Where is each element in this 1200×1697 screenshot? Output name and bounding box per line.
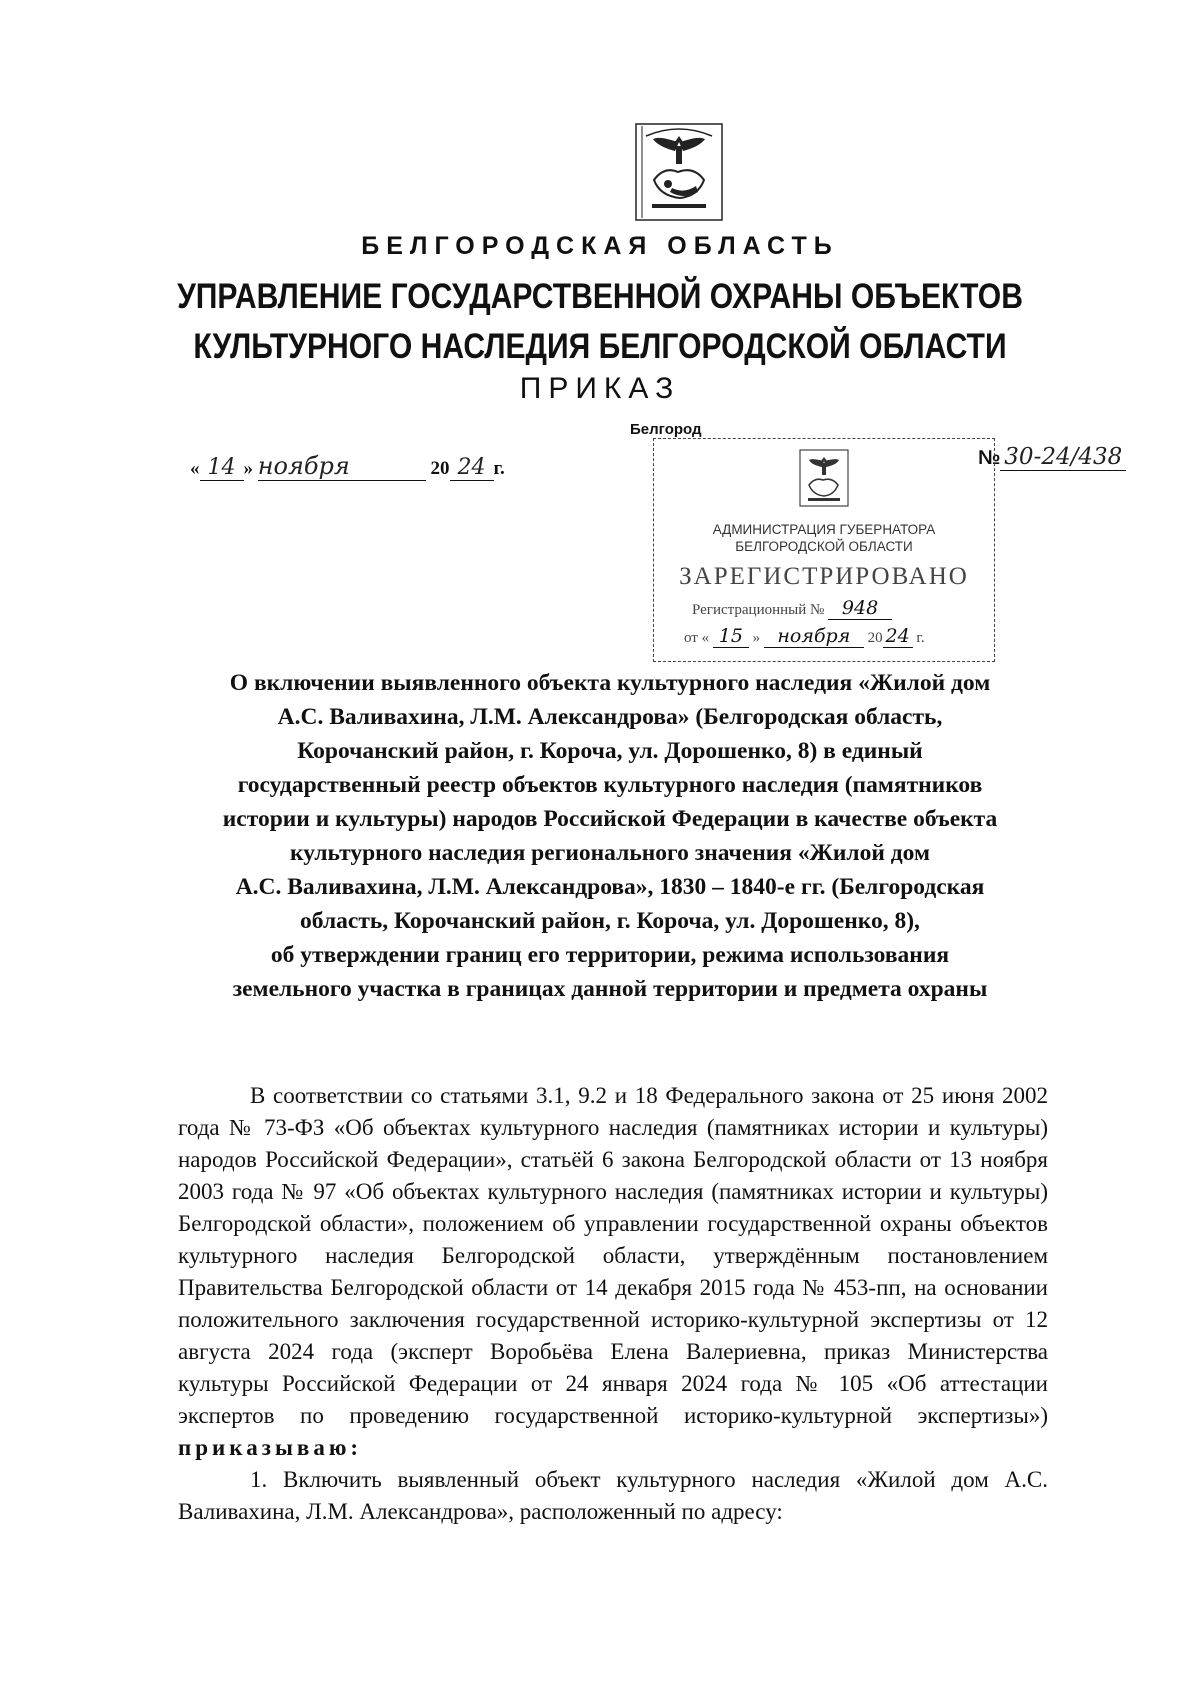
preamble-text: В соответствии со статьями 3.1, 9.2 и 18 Федерального закона от 25 июня 2002 года № 73-ФЗ «Об объектах культурного наследия (памятниках истории и культуры) народов Российской Федерации», статьёй 6 закона Белгородской области от 13 ноября 2003 года № 97 «Об объектах культурного наследия (памятниках истории и культуры) Белгородской области», положением об управлении государственной охраны объектов культурного наследия Белгородской области, утверждённым постановлением Правительства Белгородской области от 14 декабря 2015 года № 453-пп, на основании положительного заключения государственной историко-культурной экспертизы от 12 августа 2024 года (эксперт Воробьёва Елена Валериевна, приказ Министерства культуры Российской Федерации от 24 января 2024 года № 105 «Об аттестации экспертов по проведению государственной историко-культурной экспертизы») — [178, 1083, 1048, 1428]
date-month: ноября — [258, 452, 426, 481]
title-line: истории и культуры) народов Российской Федерации в качестве объекта — [222, 806, 998, 832]
stamp-reg-label: Регистрационный № — [692, 602, 825, 618]
stamp-date-month: ноября — [764, 625, 864, 648]
registration-stamp — [653, 438, 995, 662]
title-line: земельного участка в границах данной территории и предмета охраны — [232, 976, 988, 1002]
stamp-date-year-mark: г. — [916, 630, 925, 646]
title-line: об утверждении границ его территории, режима использования — [270, 942, 950, 968]
stamp-registered-label: ЗАРЕГИСТРИРОВАНО — [679, 563, 969, 590]
stamp-date-day: 15 — [713, 625, 749, 648]
stamp-date-year-suffix: 24 — [883, 625, 913, 648]
stamp-registration-number — [692, 597, 892, 620]
title-line: область, Корочанский район, г. Короча, ул. Дорошенко, 8), — [300, 908, 920, 934]
date-day: 14 — [200, 455, 244, 481]
stamp-coat-of-arms-icon — [799, 449, 849, 507]
number-label: № — [978, 447, 1001, 469]
region-name: БЕЛГОРОДСКАЯ ОБЛАСТЬ — [361, 232, 839, 260]
date-open-quote: « — [190, 458, 200, 479]
orders-word: приказываю: — [178, 1435, 363, 1460]
city-name: Белгород — [630, 421, 702, 438]
stamp-date-year-prefix: 20 — [867, 630, 883, 646]
order-body — [178, 1080, 1048, 1528]
title-line: О включении выявленного объекта культурного наследия «Жилой дом — [229, 670, 991, 696]
stamp-date-prefix: от « — [684, 630, 710, 646]
number-value: 30-24/438 — [1000, 444, 1126, 471]
stamp-reg-number: 948 — [828, 597, 892, 620]
stamp-organization-line-2: БЕЛГОРОДСКОЙ ОБЛАСТИ — [735, 539, 913, 554]
agency-name-line-2: КУЛЬТУРНОГО НАСЛЕДИЯ БЕЛГОРОДСКОЙ ОБЛАСТИ — [193, 327, 1007, 366]
document-number — [978, 444, 1126, 470]
stamp-organization — [654, 521, 994, 555]
clause-1-paragraph: 1. Включить выявленный объект культурного наследия «Жилой дом А.С. Валивахина, Л.М. Александрова», расположенный по адресу: — [178, 1467, 1048, 1524]
document-date — [190, 452, 505, 481]
coat-of-arms-icon — [634, 122, 724, 222]
title-line: Корочанский район, г. Короча, ул. Дорошенко, 8) в единый — [297, 738, 923, 764]
stamp-date-close: » — [752, 630, 761, 646]
order-title — [170, 666, 1050, 1006]
date-close-quote: » — [243, 458, 253, 479]
document-type: ПРИКАЗ — [519, 372, 681, 405]
date-year-prefix: 20 — [430, 458, 450, 479]
stamp-registration-date — [684, 625, 925, 648]
date-year-mark: г. — [493, 458, 505, 479]
title-line: государственный реестр объектов культурного наследия (памятников — [237, 772, 983, 798]
agency-name-line-1: УПРАВЛЕНИЕ ГОСУДАРСТВЕННОЙ ОХРАНЫ ОБЪЕКТОВ — [177, 277, 1023, 316]
title-line: культурного наследия регионального значения «Жилой дом — [290, 840, 930, 866]
date-year-suffix: 24 — [450, 455, 494, 481]
title-line: А.С. Валивахина, Л.М. Александрова», 1830 – 1840-е гг. (Белгородская — [235, 874, 985, 900]
title-line: А.С. Валивахина, Л.М. Александрова» (Белгородская область, — [277, 704, 943, 730]
agency-name — [84, 272, 1116, 372]
preamble-paragraph — [178, 1080, 1048, 1464]
stamp-organization-line-1: АДМИНИСТРАЦИЯ ГУБЕРНАТОРА — [712, 522, 936, 537]
